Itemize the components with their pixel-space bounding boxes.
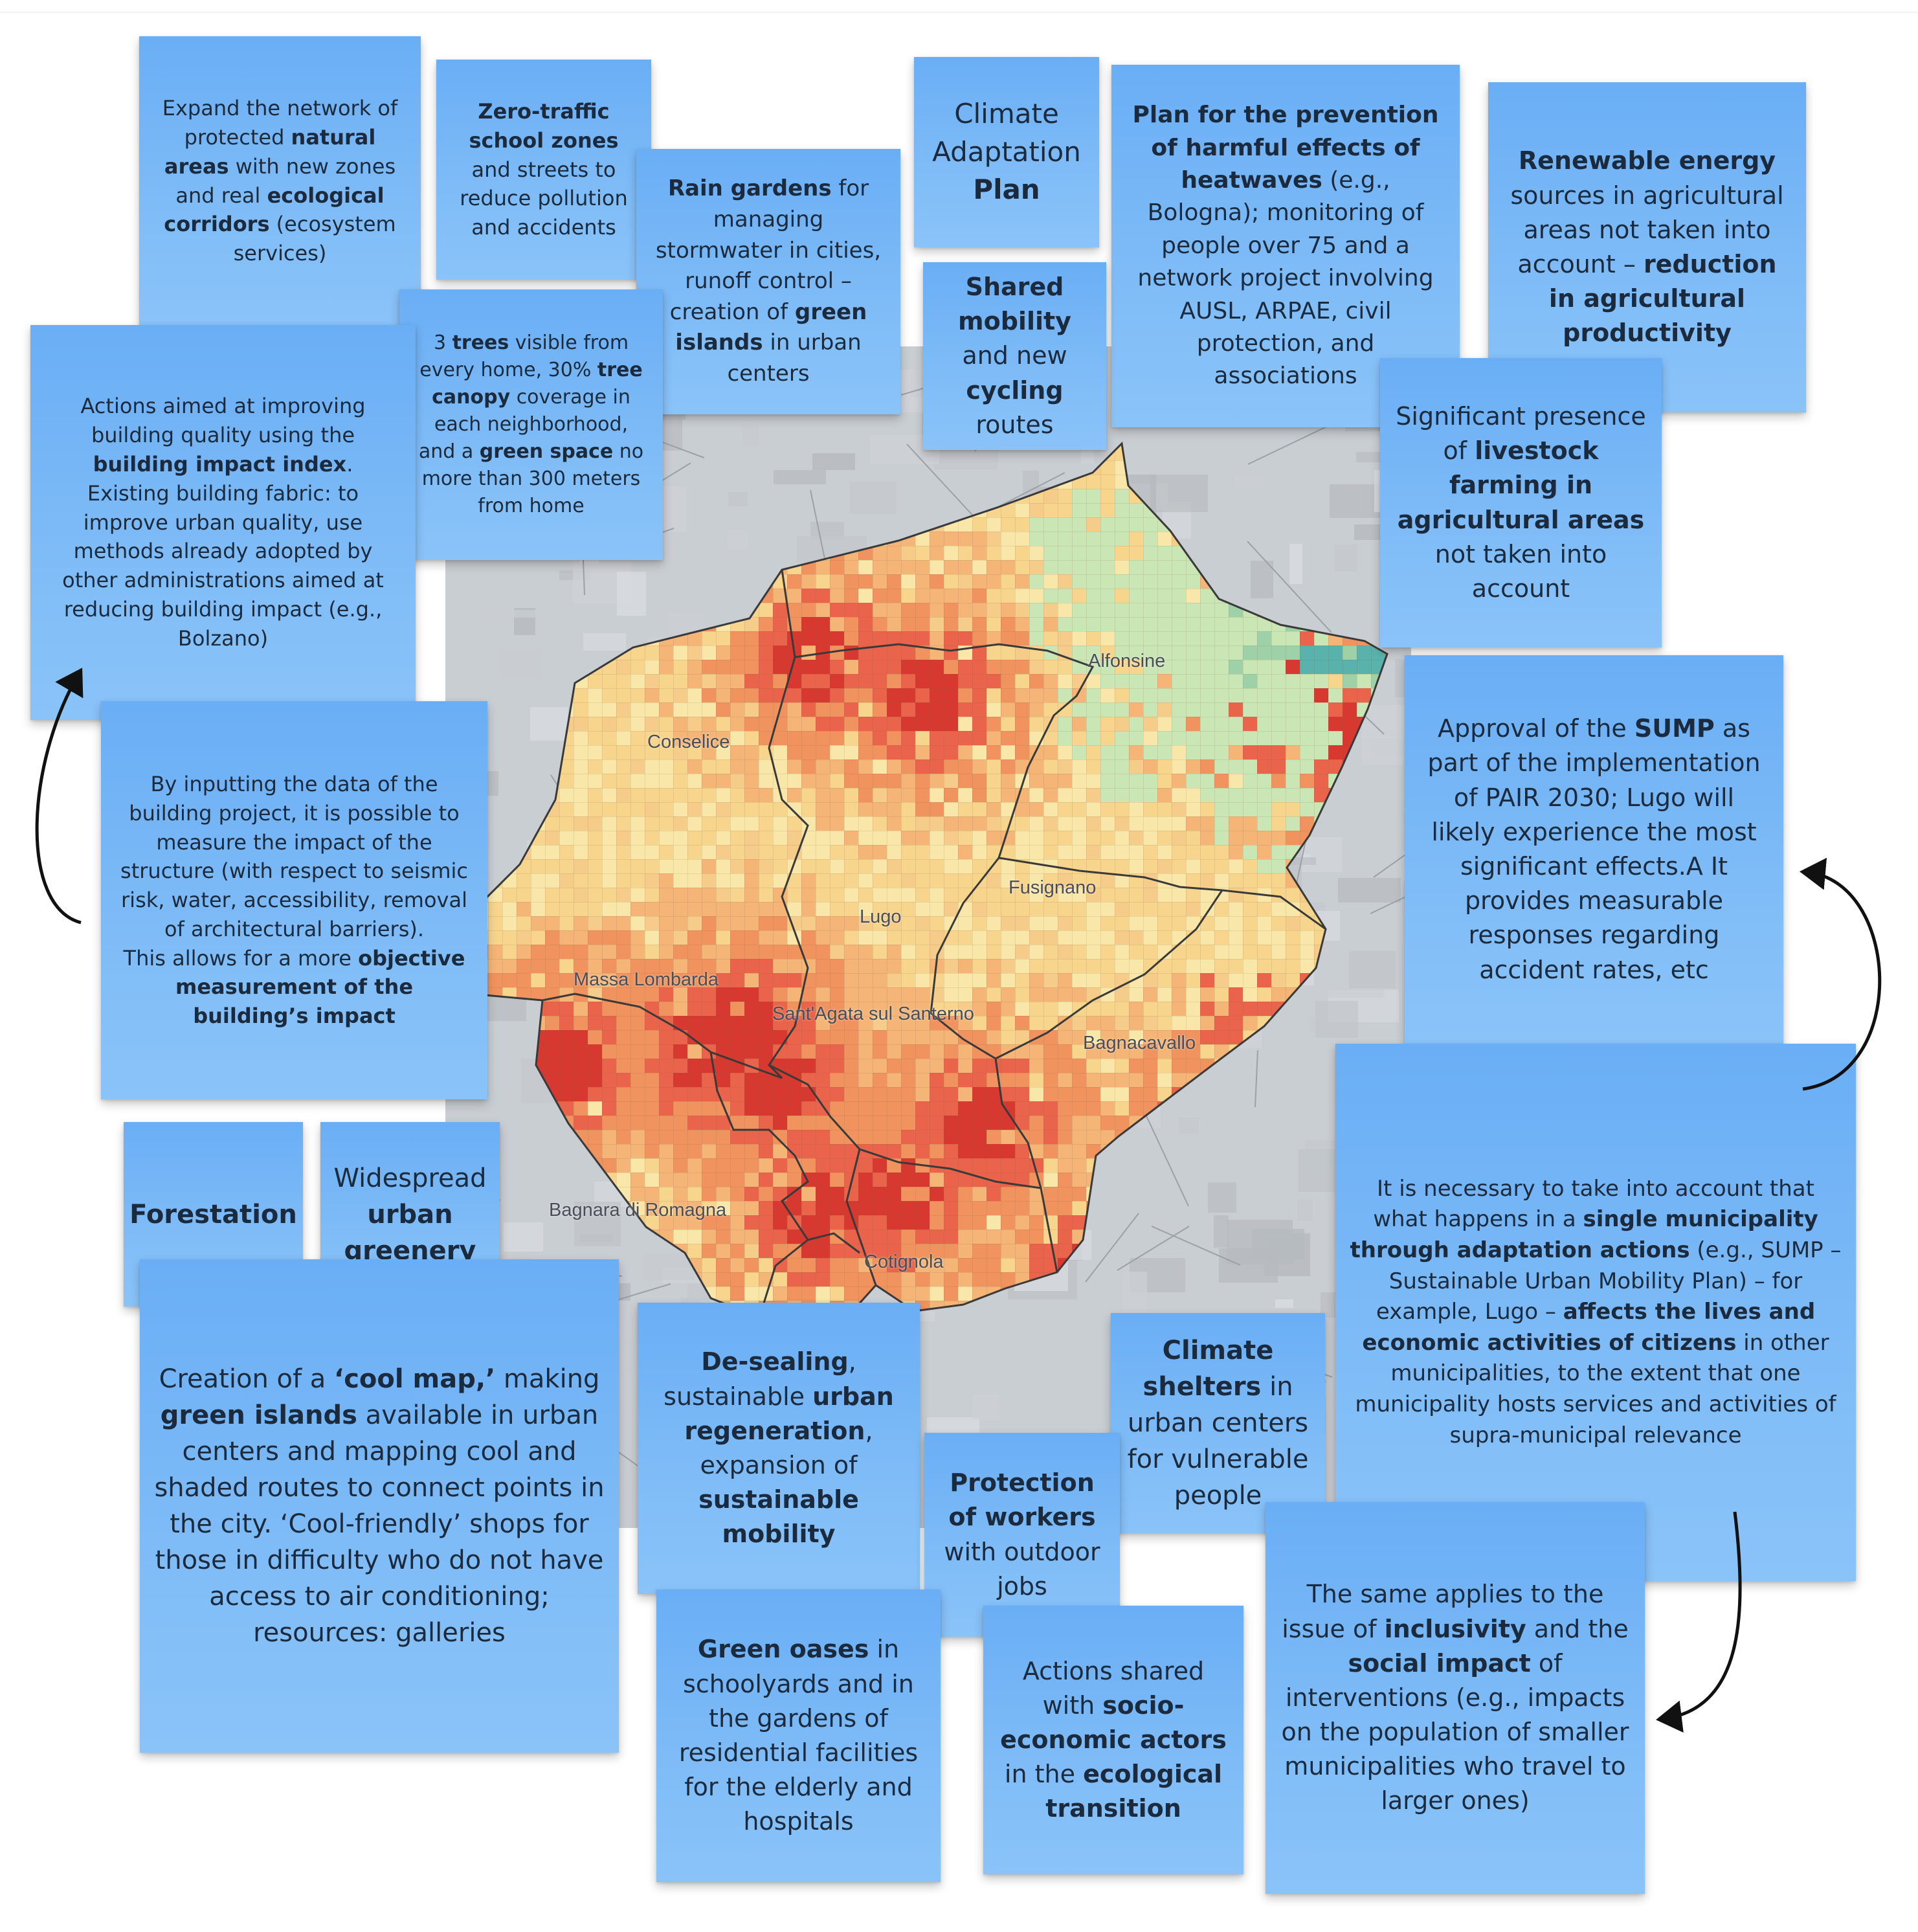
field-patch (1362, 705, 1411, 738)
field-patch (583, 633, 626, 651)
field-patch (1150, 475, 1208, 512)
field-patch (1297, 1199, 1313, 1221)
field-patch (617, 572, 646, 616)
field-patch (1122, 1272, 1147, 1317)
top-border-line (0, 12, 1918, 13)
field-patch (1208, 1182, 1236, 1213)
field-patch (1214, 1215, 1229, 1248)
field-patch (1338, 878, 1401, 903)
field-patch (850, 482, 897, 514)
field-patch (972, 1395, 999, 1420)
field-patch (504, 1222, 543, 1252)
field-patch (812, 453, 855, 470)
field-patch (728, 492, 748, 506)
field-patch (1289, 544, 1302, 584)
field-patch (500, 649, 541, 677)
field-patch (1227, 1220, 1293, 1264)
field-patch (774, 470, 826, 484)
field-patch (1234, 477, 1264, 487)
field-patch (475, 610, 541, 618)
field-patch (742, 424, 759, 446)
field-patch (1315, 1001, 1358, 1038)
field-patch (1349, 951, 1396, 989)
field-patch (530, 707, 568, 741)
field-patch (1361, 736, 1411, 765)
field-patch (1275, 1299, 1293, 1308)
field-patch (727, 530, 748, 549)
field-patch (1334, 545, 1357, 572)
field-patch (1178, 1118, 1199, 1134)
field-patch (580, 1234, 613, 1242)
